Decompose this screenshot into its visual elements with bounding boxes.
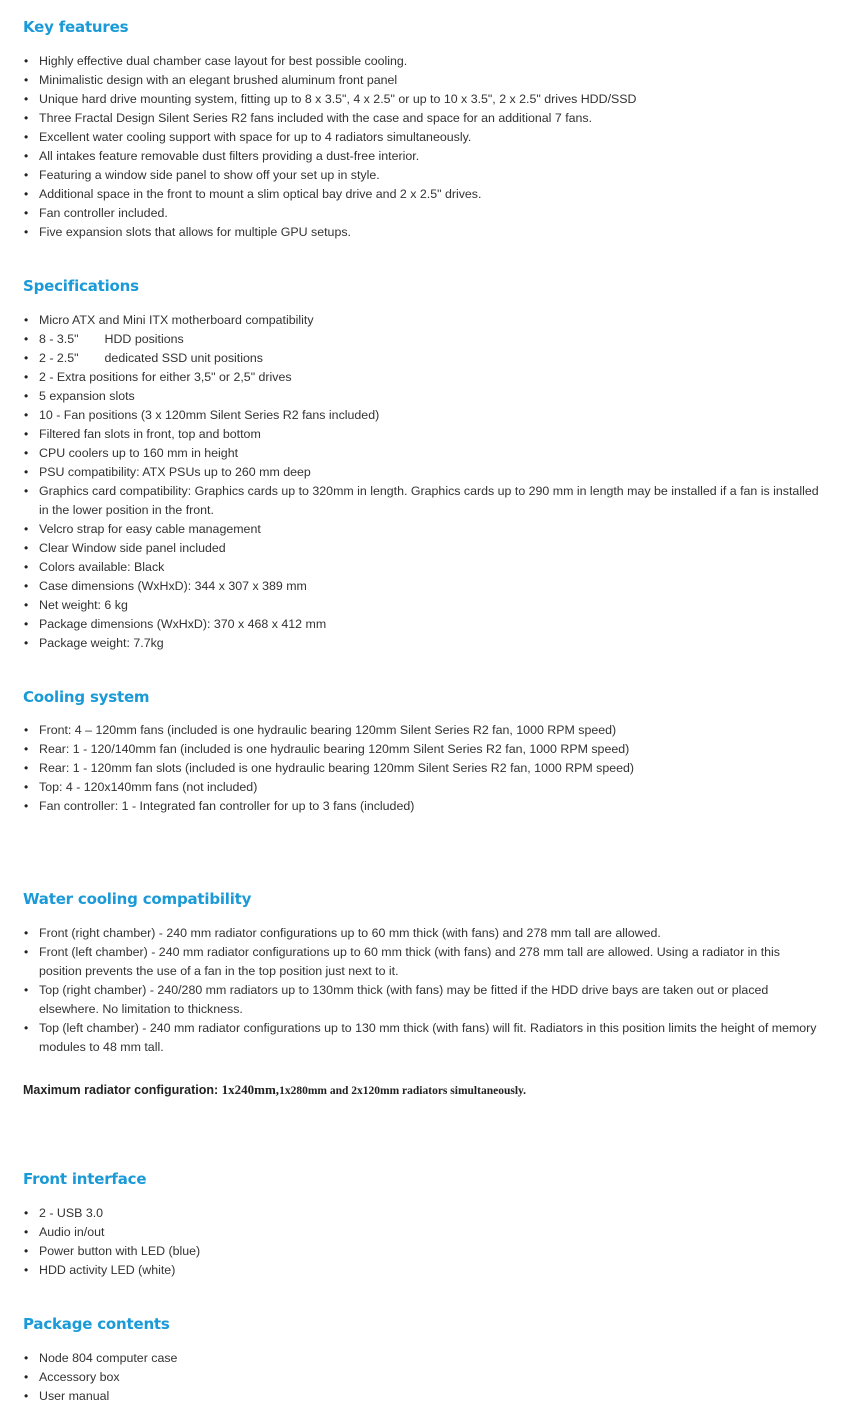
list-item: • All intakes feature removable dust filters providing a dust-free interior. <box>23 147 823 166</box>
note-value-b: 1x280mm and 2x120mm radiators simultaneously. <box>279 1085 527 1097</box>
list-item: • Micro ATX and Mini ITX motherboard compatibility <box>23 311 823 330</box>
key-features-section <box>23 17 823 242</box>
list-item: • 5 expansion slots <box>23 387 823 406</box>
key-features-list <box>23 52 823 242</box>
list-item: • Package dimensions (WxHxD): 370 x 468 x 412 mm <box>23 615 823 634</box>
list-item: • Additional space in the front to mount a slim optical bay drive and 2 x 2.5" drives. <box>23 185 823 204</box>
list-item: • Audio in/out <box>23 1223 823 1242</box>
list-item: • Minimalistic design with an elegant brushed aluminum front panel <box>23 71 823 90</box>
max-radiator-note <box>23 1082 526 1098</box>
list-item: • Front (right chamber) - 240 mm radiator configurations up to 60 mm thick (with fans) and 278 mm tall are allowed. <box>23 924 823 943</box>
front-interface-list <box>23 1204 823 1280</box>
list-item: • Case dimensions (WxHxD): 344 x 307 x 389 mm <box>23 577 823 596</box>
list-item: • Fan controller: 1 - Integrated fan controller for up to 3 fans (included) <box>23 797 823 816</box>
list-item: • Top: 4 - 120x140mm fans (not included) <box>23 778 823 797</box>
list-item: • Three Fractal Design Silent Series R2 fans included with the case and space for an additional 7 fans. <box>23 109 823 128</box>
list-item: • Rear: 1 - 120/140mm fan (included is one hydraulic bearing 120mm Silent Series R2 fan, 1000 RPM speed) <box>23 740 823 759</box>
list-item: • Colors available: Black <box>23 558 823 577</box>
list-item <box>23 349 823 368</box>
list-item: • Power button with LED (blue) <box>23 1242 823 1261</box>
list-item: • Top (left chamber) - 240 mm radiator configurations up to 130 mm thick (with fans) will fit. Radiators in this position limits the height of memory modules to 48 mm tall. <box>23 1019 823 1057</box>
list-item: • Featuring a window side panel to show off your set up in style. <box>23 166 823 185</box>
front-interface-heading: Front interface <box>23 1170 147 1188</box>
list-item: • Node 804 computer case <box>23 1349 823 1368</box>
package-contents-section <box>23 1314 823 1406</box>
list-item: • Graphics card compatibility: Graphics cards up to 320mm in length. Graphics cards up to 290 mm in length may be installed if a fan is installed in the lower position in the front. <box>23 482 823 520</box>
list-item: • Highly effective dual chamber case layout for best possible cooling. <box>23 52 823 71</box>
specifications-list <box>23 311 823 653</box>
list-item: • Top (right chamber) - 240/280 mm radiators up to 130mm thick (with fans) may be fitted if the HDD drive bays are taken out or placed elsewhere. No limitation to thickness. <box>23 981 823 1019</box>
list-item: • 2 - USB 3.0 <box>23 1204 823 1223</box>
list-item: • Net weight: 6 kg <box>23 596 823 615</box>
cooling-system-list <box>23 721 823 816</box>
hdd-count: 8 - 3.5" <box>39 332 79 346</box>
water-cooling-list <box>23 924 823 1057</box>
list-item: • Excellent water cooling support with space for up to 4 radiators simultaneously. <box>23 128 823 147</box>
list-item: • Filtered fan slots in front, top and bottom <box>23 425 823 444</box>
list-item: • Front (left chamber) - 240 mm radiator configurations up to 60 mm thick (with fans) and 278 mm tall are allowed. Using a radiator in this position prevents the use of a fan in the top position just next to it. <box>23 943 823 981</box>
ssd-count: 2 - 2.5" <box>39 351 79 365</box>
list-item: • 10 - Fan positions (3 x 120mm Silent Series R2 fans included) <box>23 406 823 425</box>
list-item: • Rear: 1 - 120mm fan slots (included is one hydraulic bearing 120mm Silent Series R2 fan, 1000 RPM speed) <box>23 759 823 778</box>
list-item: • PSU compatibility: ATX PSUs up to 260 mm deep <box>23 463 823 482</box>
front-interface-section <box>23 1169 823 1280</box>
list-item: • Fan controller included. <box>23 204 823 223</box>
specifications-heading: Specifications <box>23 277 139 295</box>
note-label: Maximum radiator configuration: <box>23 1083 222 1097</box>
note-value-a: 1x240mm, <box>221 1082 280 1097</box>
list-item: • Unique hard drive mounting system, fitting up to 8 x 3.5", 4 x 2.5" or up to 10 x 3.5", 2 x 2.5" drives HDD/SSD <box>23 90 823 109</box>
key-features-heading: Key features <box>23 18 129 36</box>
list-item: • HDD activity LED (white) <box>23 1261 823 1280</box>
cooling-system-heading: Cooling system <box>23 688 150 706</box>
specifications-section <box>23 276 823 653</box>
list-item: • User manual <box>23 1387 823 1406</box>
list-item <box>23 330 823 349</box>
cooling-system-section <box>23 687 823 816</box>
list-item: • Front: 4 – 120mm fans (included is one hydraulic bearing 120mm Silent Series R2 fan, 1000 RPM speed) <box>23 721 823 740</box>
list-item: • Velcro strap for easy cable management <box>23 520 823 539</box>
ssd-label: dedicated SSD unit positions <box>104 351 263 365</box>
list-item: • Accessory box <box>23 1368 823 1387</box>
package-contents-heading: Package contents <box>23 1315 170 1333</box>
list-item: • Five expansion slots that allows for multiple GPU setups. <box>23 223 823 242</box>
package-contents-list <box>23 1349 823 1406</box>
list-item: • 2 - Extra positions for either 3,5" or 2,5" drives <box>23 368 823 387</box>
list-item: • Clear Window side panel included <box>23 539 823 558</box>
list-item: • CPU coolers up to 160 mm in height <box>23 444 823 463</box>
hdd-label: HDD positions <box>104 332 184 346</box>
list-item: • Package weight: 7.7kg <box>23 634 823 653</box>
water-cooling-section <box>23 889 823 1057</box>
water-cooling-heading: Water cooling compatibility <box>23 890 252 908</box>
